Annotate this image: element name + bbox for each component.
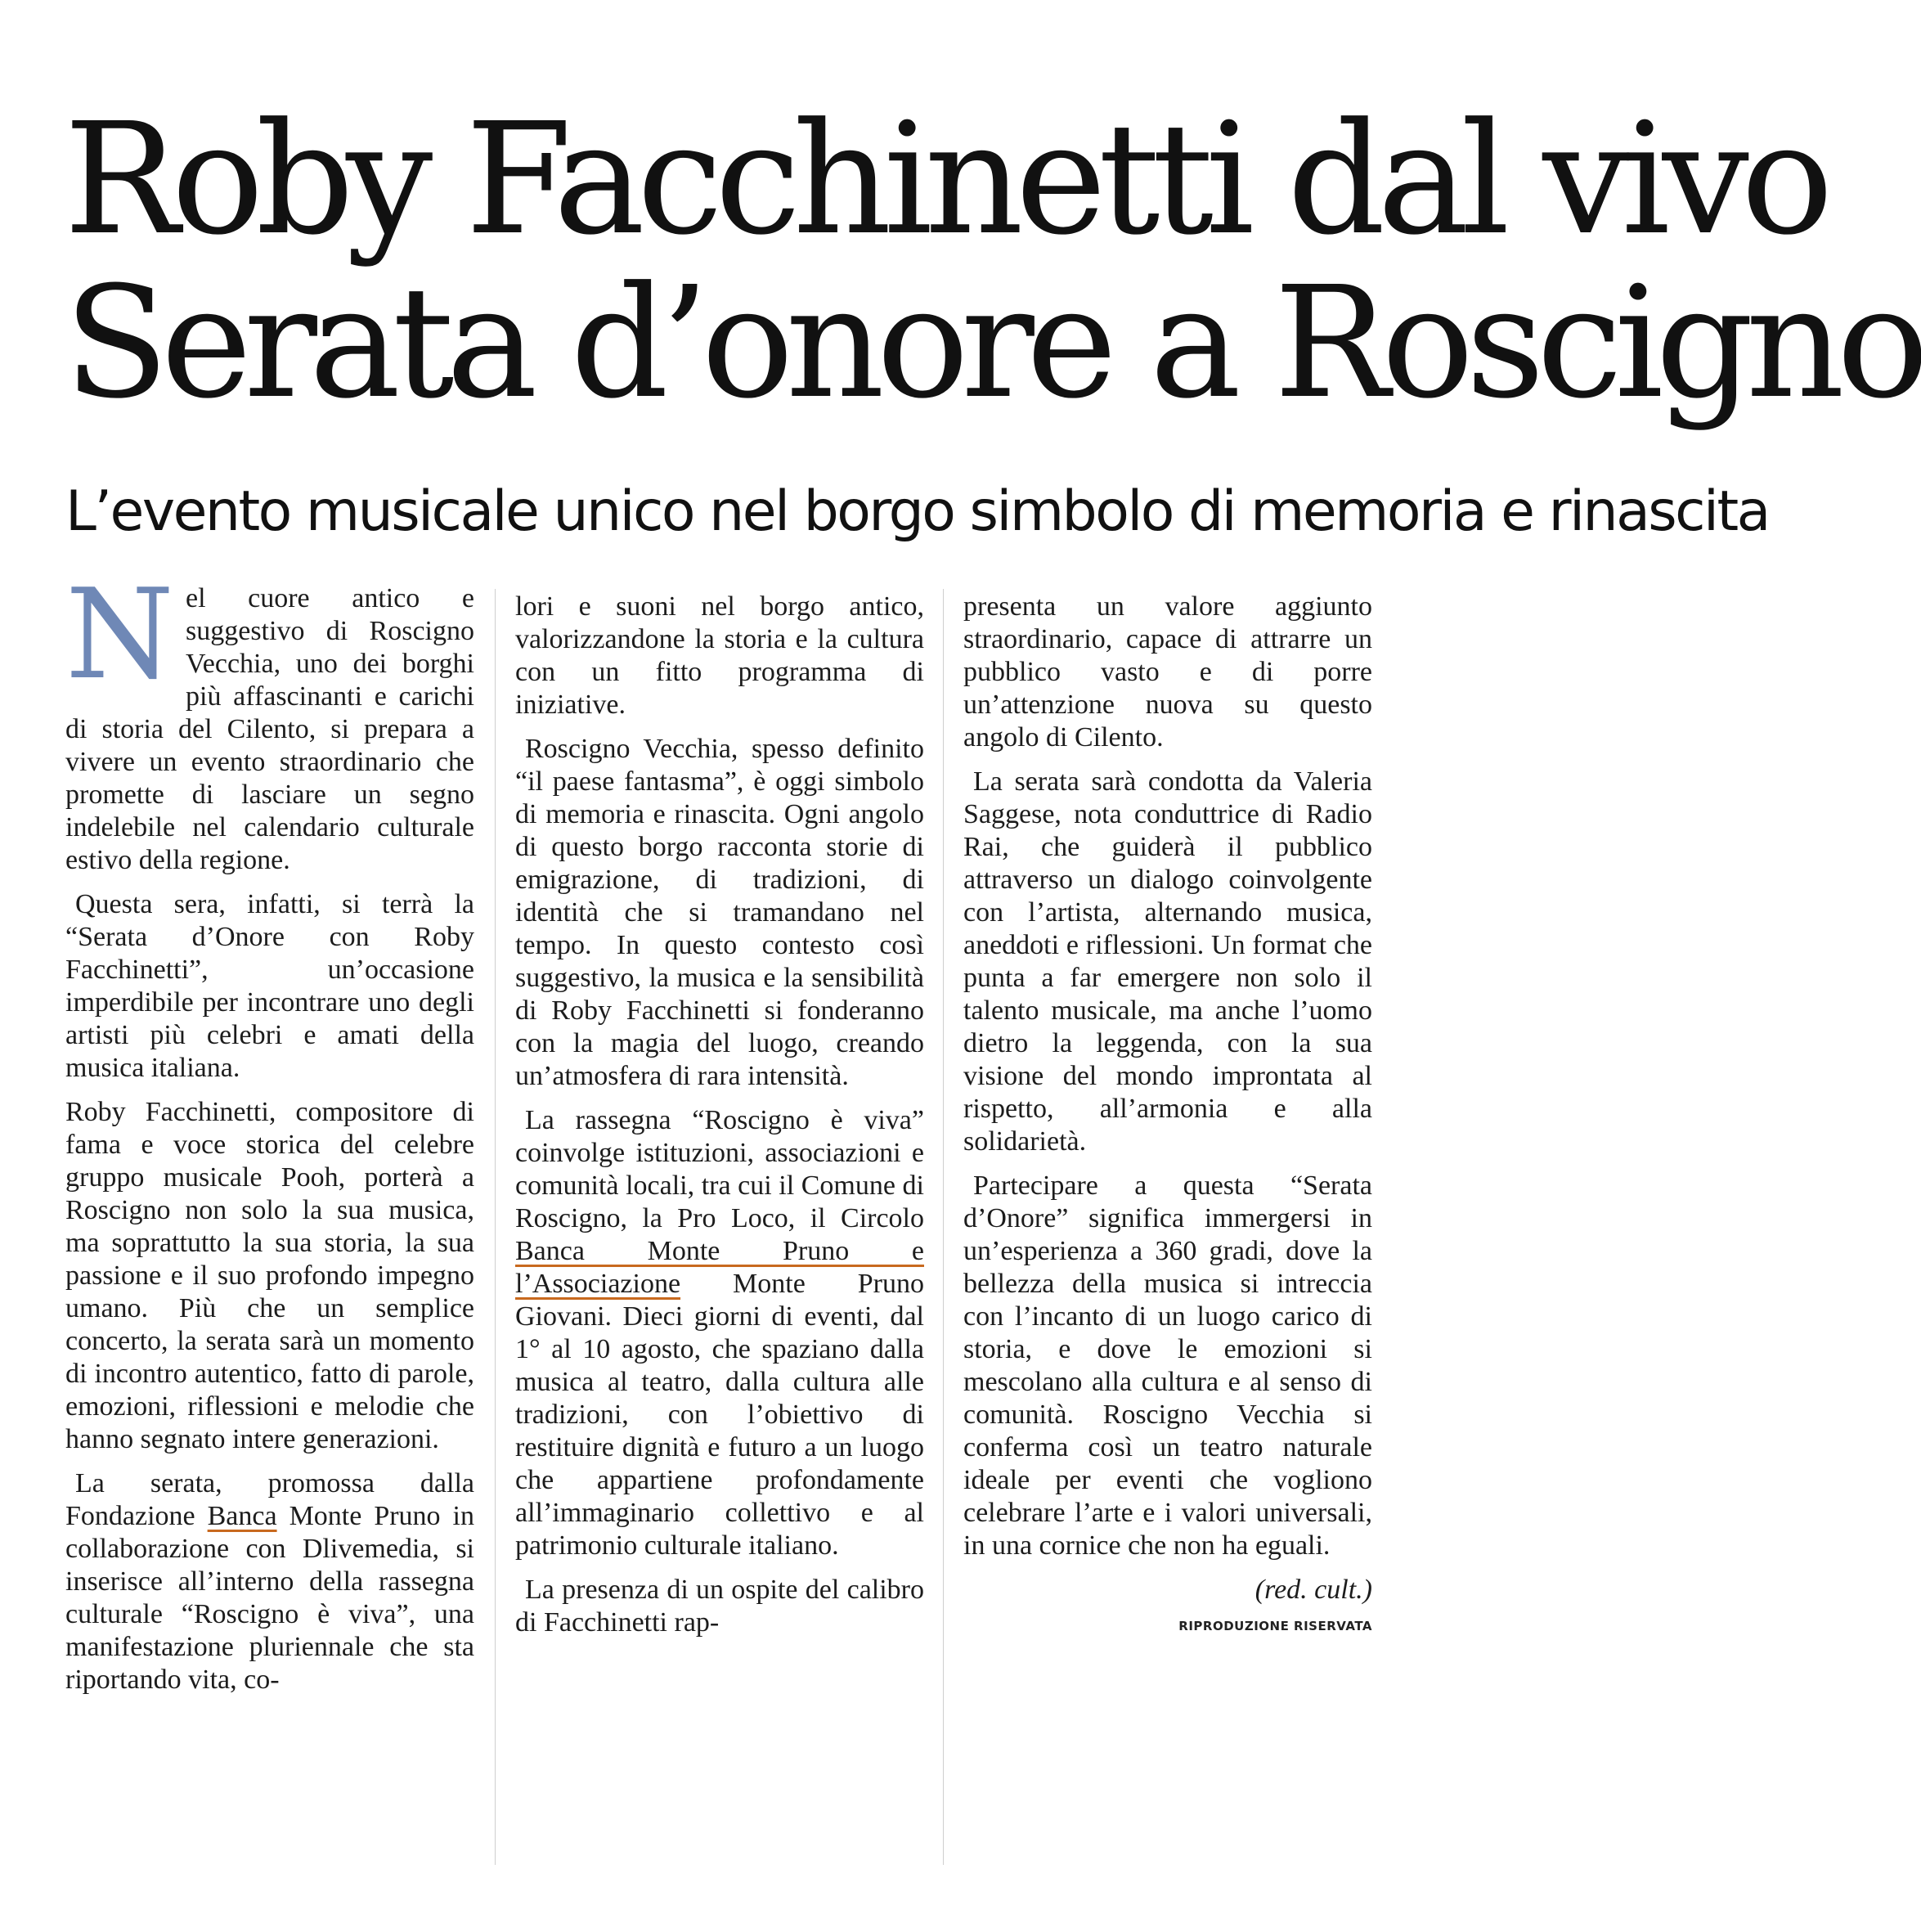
paragraph: La presenza di un ospite del calibro di Facchinetti rap- xyxy=(515,1575,924,1638)
paragraph xyxy=(65,1467,474,1696)
paragraph-text: Monte Pruno in collaborazione con Dlivemedia, si inserisce all’interno della rassegna culturale “Roscigno è viva”, una manifestazione pluriennale che sta riportando vita, co- xyxy=(65,1501,474,1695)
paragraph: Roby Facchinetti, compositore di fama e voce storica del celebre gruppo musicale Pooh, porterà a Roscigno non solo la sua musica, ma soprattutto la sua storia, la sua passione e il suo profondo impegno umano. Più che un semplice concerto, la serata sarà un momento di incontro autentico, fatto di parole, emozioni, riflessioni e melodie che hanno segnato intere generazioni. xyxy=(65,1097,474,1454)
headline-line-1: Roby Facchinetti dal vivo xyxy=(64,90,1825,269)
paragraph-text: el cuore antico e suggestivo di Roscigno Vecchia, uno dei borghi più affascinanti e carichi di storia del Cilento, si prepara a vivere un evento straordinario che promette di lasciare un segno indelebile nel calendario culturale estivo della regione. xyxy=(65,583,474,875)
article-subheadline: L’evento musicale unico nel borgo simbolo di memoria e rinascita xyxy=(65,479,1769,544)
column-divider xyxy=(943,589,944,1865)
paragraph-text: La serata, promossa dalla Fondazione xyxy=(65,1468,474,1531)
article-column-1 xyxy=(65,562,474,1708)
paragraph: Questa sera, infatti, si terrà la “Serata d’Onore con Roby Facchinetti”, un’occasione imperdibile per incontrare uno degli artisti più celebri e amati della musica italiana. xyxy=(65,889,474,1083)
paragraph: Partecipare a questa “Serata d’Onore” significa immergersi in un’esperienza a 360 gradi, dove la bellezza della musica si intreccia con l’incanto di un luogo carico di storia, e dove le emozioni si mescolano alla cultura e al senso di comunità. Roscigno Vecchia si conferma così un teatro naturale ideale per eventi che vogliono celebrare l’arte e i valori universali, in una cornice che non ha eguali. xyxy=(963,1170,1372,1561)
article-column-2 xyxy=(515,591,924,1651)
article-column-3 xyxy=(963,591,1372,1646)
paragraph: La serata sarà condotta da Valeria Saggese, nota conduttrice di Radio Rai, che guiderà il pubblico attraverso un dialogo coinvolgente con l’artista, alternando musica, aneddoti e riflessioni. Un format che punta a far emergere non solo il talento musicale, ma anche l’uomo dietro la leggenda, con la sua visione del mondo improntata al rispetto, all’armonia e alla solidarietà. xyxy=(963,766,1372,1157)
paragraph: lori e suoni nel borgo antico, valorizzandone la storia e la cultura con un fitto programma di iniziative. xyxy=(515,591,924,720)
underlined-text: Banca Monte Pruno e l’Associazione xyxy=(515,1236,924,1299)
headline-line-2: Serata d’onore a Roscigno xyxy=(64,254,1921,433)
paragraph: Roscigno Vecchia, spesso definito “il paese fantasma”, è oggi simbolo di memoria e rinascita. Ogni angolo di questo borgo racconta storie di emigrazione, di tradizioni, di identità che si tramandano nel tempo. In questo contesto così suggestivo, la musica e la sensibilità di Roby Facchinetti si fonderanno con la magia del luogo, creando un’atmosfera di rara intensità. xyxy=(515,734,924,1091)
copyright-notice: RIPRODUZIONE RISERVATA xyxy=(1178,1619,1372,1633)
author-signature: (red. cult.) xyxy=(1254,1575,1372,1605)
paragraph-text: La rassegna “Roscigno è viva” coinvolge istituzioni, associazioni e comunità locali, tra cui il Comune di Roscigno, la Pro Loco, il Circolo xyxy=(515,1105,924,1233)
paragraph xyxy=(65,562,474,877)
paragraph: presenta un valore aggiunto straordinario, capace di attrarre un pubblico vasto e di porre un’attenzione nuova su questo angolo di Cilento. xyxy=(963,591,1372,753)
article-headline xyxy=(64,90,1921,433)
drop-cap: N xyxy=(65,562,174,707)
underlined-text: Banca xyxy=(207,1501,277,1531)
paragraph xyxy=(515,1104,924,1562)
paragraph-text: Monte Pruno Giovani. Dieci giorni di eventi, dal 1° al 10 agosto, che spaziano dalla musica al teatro, dalla cultura alle tradizioni, con l’obiettivo di restituire dignità e futuro a un luogo che appartiene profondamente all’immaginario collettivo e al patrimonio culturale italiano. xyxy=(515,1269,924,1561)
column-divider xyxy=(495,589,496,1865)
